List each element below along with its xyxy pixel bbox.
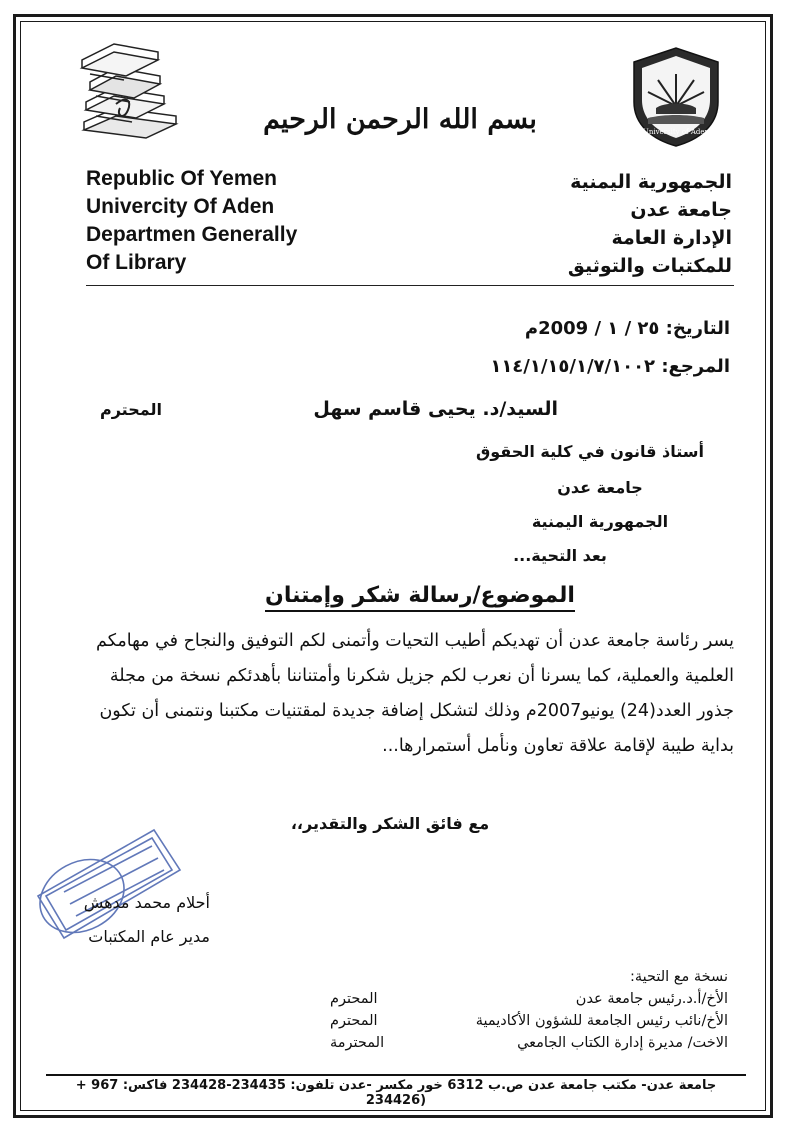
copy-recipient: الأخ/أ.د.رئيس جامعة عدن [575, 991, 728, 1007]
date-value: ٢٥ / ١ / 2009م [524, 318, 660, 339]
recipient-line: الجمهورية اليمنية [531, 512, 669, 531]
date-label: التاريخ: [665, 318, 730, 339]
subject-line [150, 583, 690, 608]
english-header-line: Departmen Generally [86, 223, 298, 246]
subject-text: الموضوع/رسالة شكر وإمتنان [265, 583, 575, 612]
letter-body [62, 624, 734, 764]
arabic-header-line: الإدارة العامة [611, 227, 732, 249]
arabic-letterhead [568, 168, 732, 280]
copy-recipient: الاخت/ مديرة إدارة الكتاب الجامعي [517, 1035, 728, 1051]
body-line: يسر رئاسة جامعة عدن أن تهديكم أطيب التحيات وأتمنى لكم التوفيق والنجاح في مهامكم [96, 631, 734, 651]
books-logo-icon [76, 38, 182, 142]
date-line [525, 318, 730, 339]
reference-label: المرجع: [661, 356, 730, 377]
body-line: جذور العدد(24) يونيو2007م وذلك لتشكل إضافة جديدة لمقتنيات مكتبنا ونتمنى أن تكون [99, 701, 734, 721]
signatory-title: مدير عام المكتبات [88, 927, 210, 946]
footer-contact: جامعة عدن- مكتب جامعة عدن ص.ب 6312 خور مكسر -عدن تلفون: 234435-234428 فاكس: 967 +(234426 [75, 1078, 717, 1108]
copies-header: نسخة مع التحية: [629, 969, 728, 985]
arabic-header-line: الجمهورية اليمنية [570, 171, 732, 193]
signatory-name: أحلام محمد مدهش [83, 893, 210, 912]
recipient-honorific: المحترم [100, 400, 162, 419]
arabic-header-line: للمكتبات والتوثيق [567, 255, 732, 277]
recipient-line: بعد التحية... [513, 546, 607, 565]
copy-honorific: المحترم [330, 1013, 378, 1029]
basmala: بسم الله الرحمن الرحيم [263, 104, 537, 135]
recipient-name: السيد/د. يحيى قاسم سهل [313, 398, 558, 420]
copy-honorific: المحترم [330, 991, 378, 1007]
copy-recipient: الأخ/نائب رئيس الجامعة للشؤون الأكاديمية [475, 1013, 728, 1029]
closing-line: مع فائق الشكر والتقدير،، [290, 814, 490, 833]
university-emblem-icon [628, 44, 724, 148]
header-divider [86, 285, 734, 286]
reference-line [490, 356, 730, 377]
copies-list [330, 966, 728, 1054]
recipient-line: أستاذ قانون في كلية الحقوق [475, 442, 704, 461]
english-header-line: Of Library [86, 251, 187, 274]
copy-honorific: المحترمة [330, 1035, 385, 1051]
body-line: بداية طيبة لإقامة علاقة تعاون ونأمل أستمرارها... [382, 736, 734, 756]
english-header-line: Republic Of Yemen [86, 167, 277, 190]
copy-item [330, 1010, 728, 1032]
signature-block [60, 886, 210, 954]
body-line: العلمية والعملية، كما يسرنا أن نعرب لكم جزيل شكرنا وأمتناننا بأهدئكم نسخة من مجلة [109, 666, 734, 686]
copy-item [330, 988, 728, 1010]
english-letterhead [86, 165, 297, 277]
emblem-caption: University of Aden [642, 128, 710, 136]
recipient-line: جامعة عدن [557, 478, 643, 497]
arabic-header-line: جامعة عدن [630, 199, 732, 221]
footer-divider [46, 1074, 746, 1076]
english-header-line: Univercity Of Aden [86, 195, 275, 218]
copy-item [330, 1032, 728, 1054]
reference-value: ١١٤/١/١٥/١/٧/١٠٠٢ [490, 356, 656, 377]
